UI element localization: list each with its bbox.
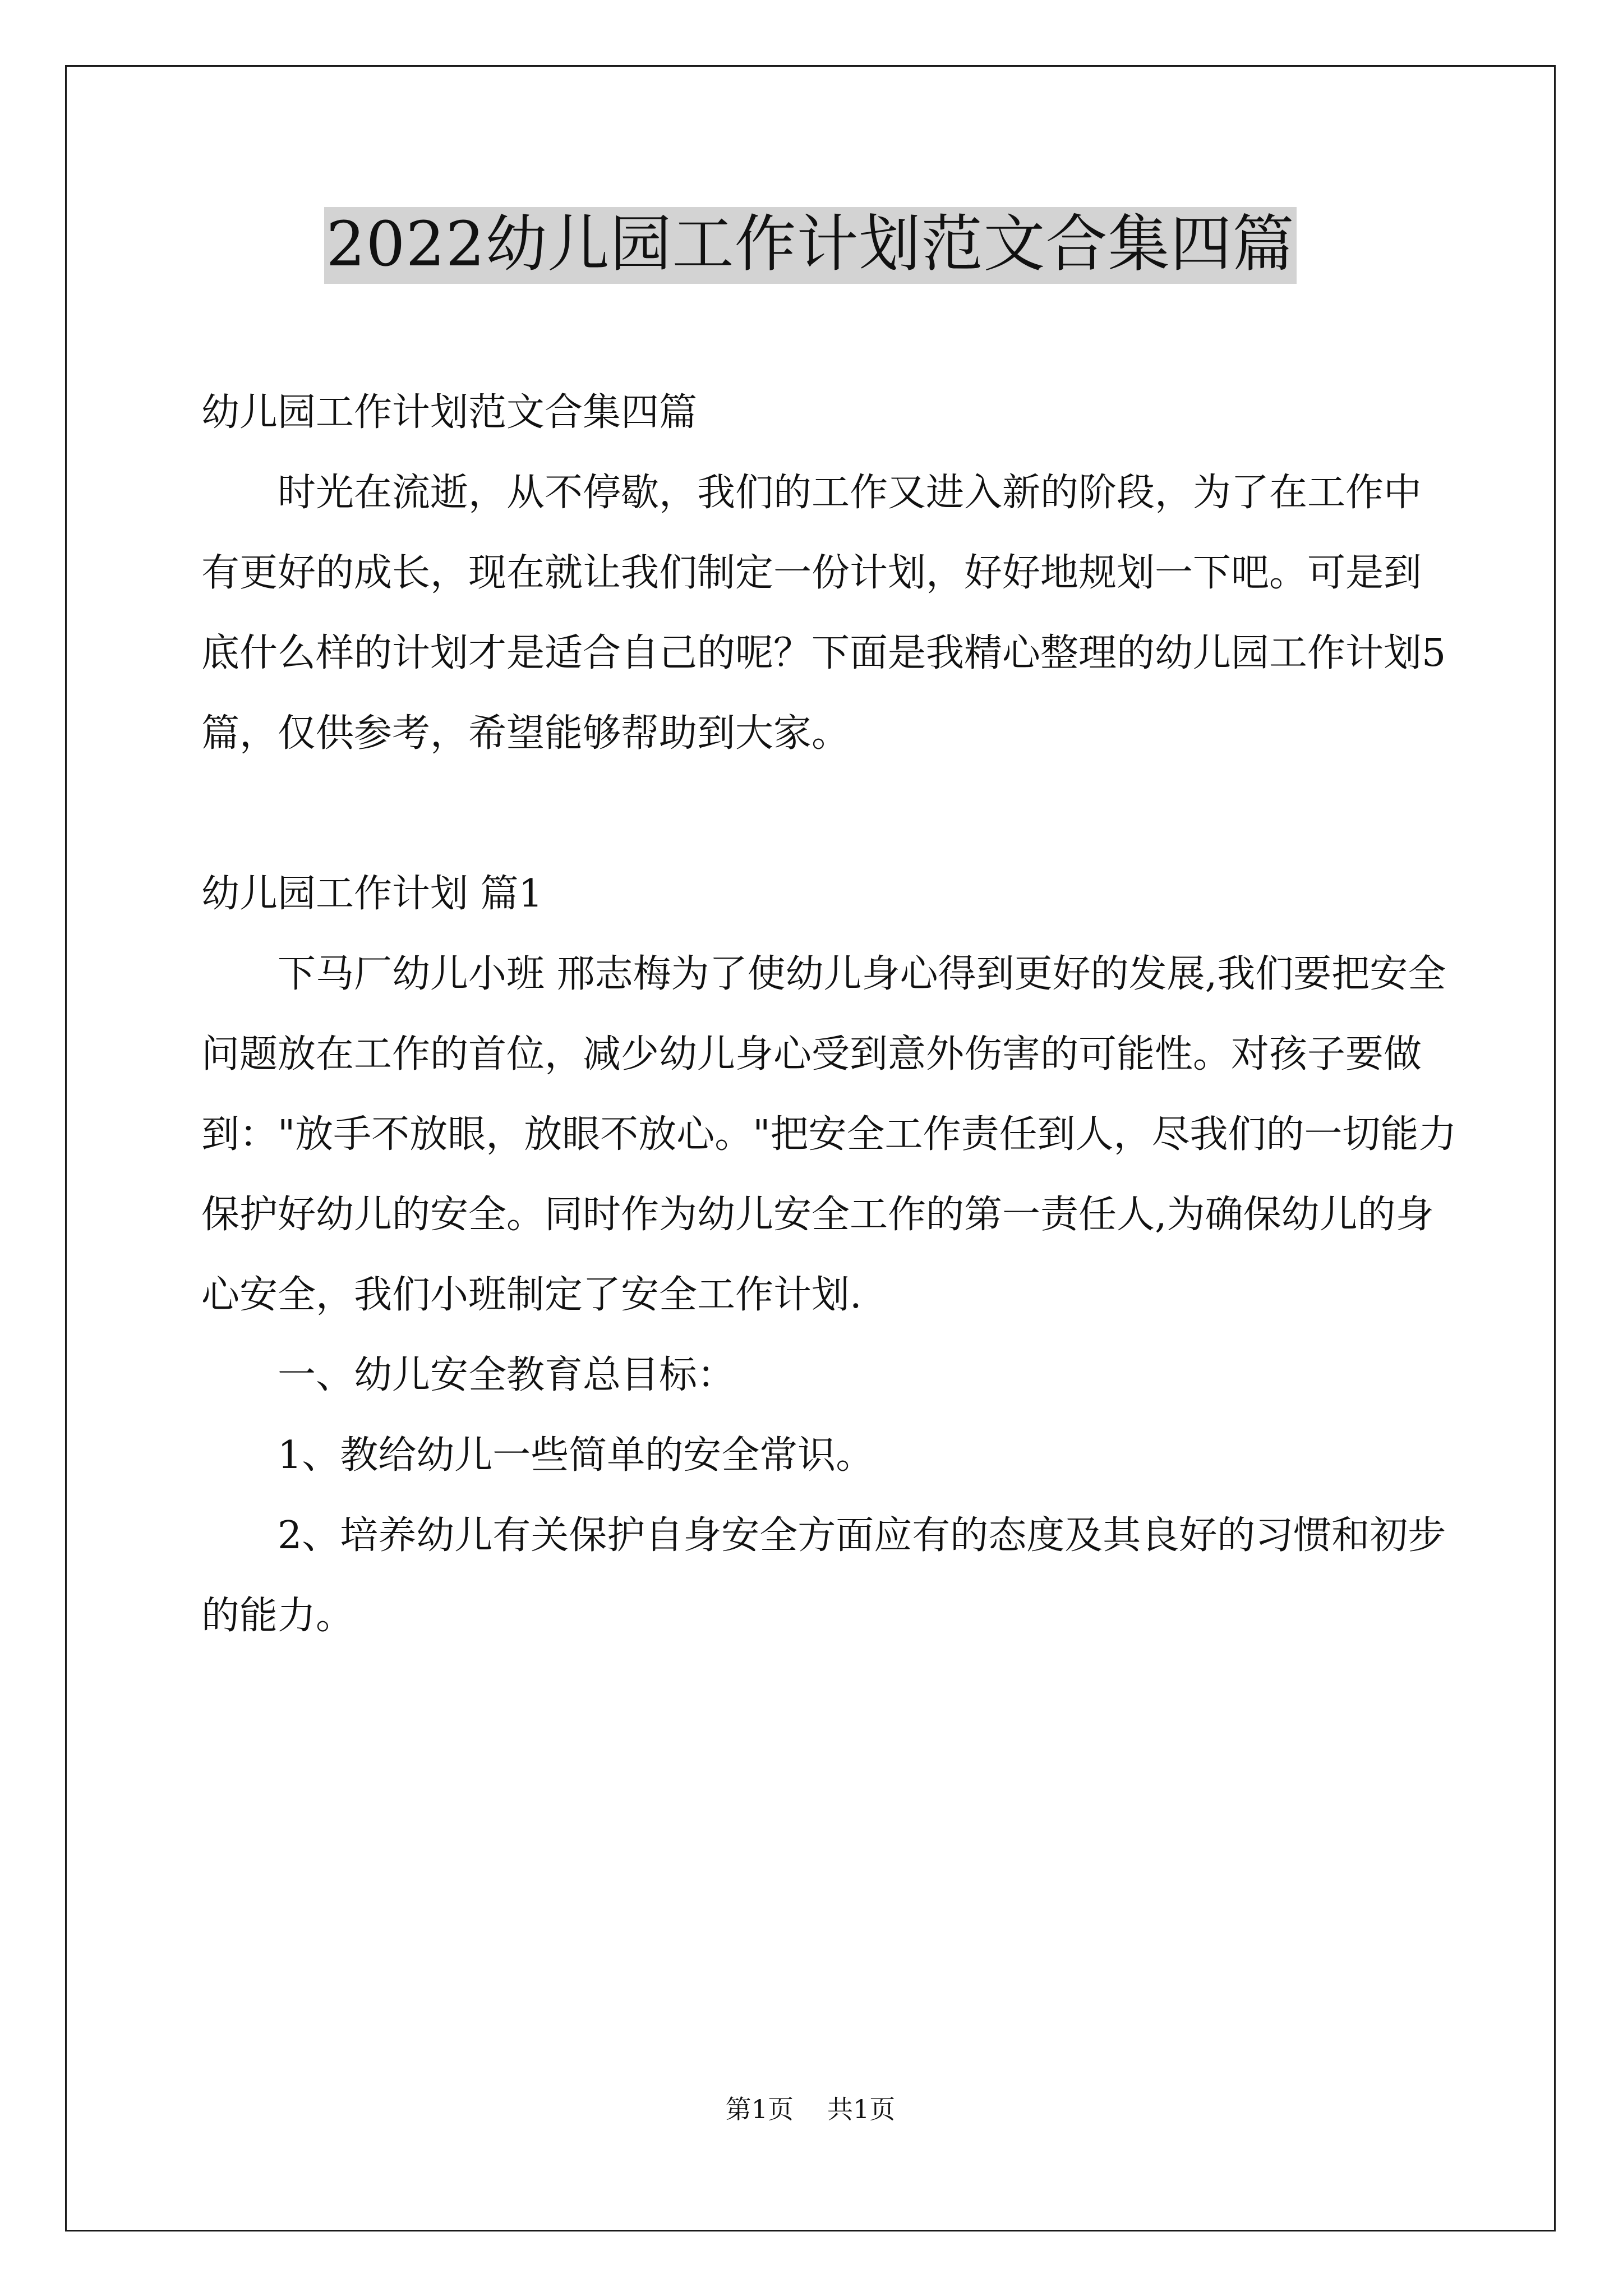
document-subtitle: 幼儿园工作计划范文合集四篇: [201, 390, 698, 435]
section-heading: 幼儿园工作计划 篇1: [201, 872, 543, 916]
page-footer: [67, 2089, 1554, 2126]
document-page: [65, 65, 1556, 2231]
document-body: [201, 372, 1458, 1656]
goal-item-1: 1、教给幼儿一些简单的安全常识。: [278, 1433, 874, 1478]
page-number-current: 第1页: [725, 2094, 794, 2124]
document-title: 2022幼儿园工作计划范文合集四篇: [324, 207, 1297, 284]
title-container: [67, 207, 1554, 284]
section-spacer: [201, 774, 1458, 854]
goal-item-2: 2、培养幼儿有关保护自身安全方面应有的态度及其良好的习惯和初步的能力。: [201, 1513, 1446, 1638]
goal-heading: 一、幼儿安全教育总目标：: [278, 1353, 736, 1397]
section-paragraph: 下马厂幼儿小班 邢志梅为了使幼儿身心得到更好的发展,我们要把安全问题放在工作的首位，减少幼儿身心受到意外伤害的可能性。对孩子要做到："放手不放眼，放眼不放心。"把安全工作责任到人，尽我们的一切能力保护好幼儿的安全。同时作为幼儿安全工作的第一责任人,为确保幼儿的身心安全，我们小班制定了安全工作计划.: [201, 952, 1457, 1317]
page-number-total: 共1页: [827, 2094, 896, 2124]
intro-paragraph: 时光在流逝，从不停歇，我们的工作又进入新的阶段，为了在工作中有更好的成长，现在就让我们制定一份计划，好好地规划一下吧。可是到底什么样的计划才是适合自己的呢？下面是我精心整理的幼儿园工作计划5篇，仅供参考，希望能够帮助到大家。: [201, 471, 1446, 756]
